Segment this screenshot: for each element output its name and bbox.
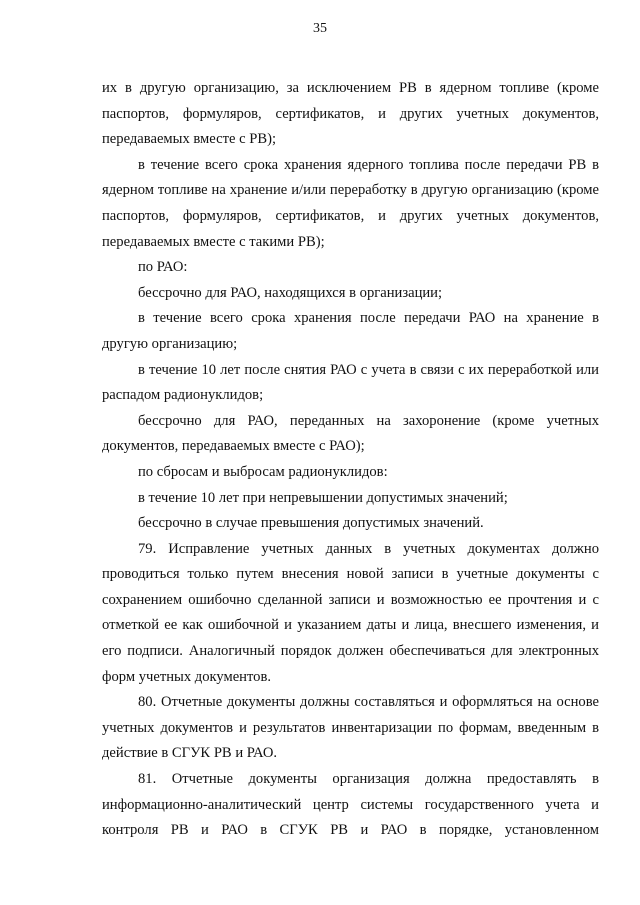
paragraph-7: бессрочно для РАО, переданных на захоронение (кроме учетных документов, передаваемых вместе с РАО); [102,412,599,455]
paragraph-4: бессрочно для РАО, находящихся в организации; [138,284,443,301]
paragraph-80: 80. Отчетные документы должны составляться и оформляться на основе учетных документов и результатов инвентаризации по формам, введенным в действие в СГУК РВ и РАО. [102,694,599,762]
paragraph-81: 81. Отчетные документы организация должна предоставлять в информационно-аналитический центр системы государственного учета и контроля РВ и РАО в СГУК РВ и РАО в порядке, установленном [102,771,599,839]
paragraph-6: в течение 10 лет после снятия РАО с учета в связи с их переработкой или распадом радионуклидов; [102,361,599,404]
paragraph-1: их в другую организацию, за исключением РВ в ядерном топливе (кроме паспортов, формуляров, сертификатов, и других учетных документов, передаваемых вместе с РВ); [102,80,599,148]
paragraph-2: в течение всего срока хранения ядерного топлива после передачи РВ в ядерном топливе на хранение и/или переработку в другую организацию (кроме паспортов, формуляров, сертификатов, и других учетных документов, передаваемых вместе с такими РВ); [102,156,599,250]
page-number: 35 [313,21,327,36]
paragraph-9: в течение 10 лет при непревышении допустимых значений; [138,489,508,506]
paragraph-79: 79. Исправление учетных данных в учетных документах должно проводиться только путем внесения новой записи в учетные документы с сохранением ошибочно сделанной записи и возможностью ее прочтения и с отметкой ее как ошибочной и указанием даты и лица, внесшего изменения, и его подписи. Аналогичный порядок должен обеспечиваться для электронных форм учетных документов. [102,540,599,685]
document-body [102,76,599,844]
paragraph-8: по сбросам и выбросам радионуклидов: [138,463,388,480]
paragraph-5: в течение всего срока хранения после передачи РАО на хранение в другую организацию; [102,310,599,352]
paragraph-10: бессрочно в случае превышения допустимых значений. [138,515,484,532]
paragraph-3: по РАО: [138,259,188,276]
